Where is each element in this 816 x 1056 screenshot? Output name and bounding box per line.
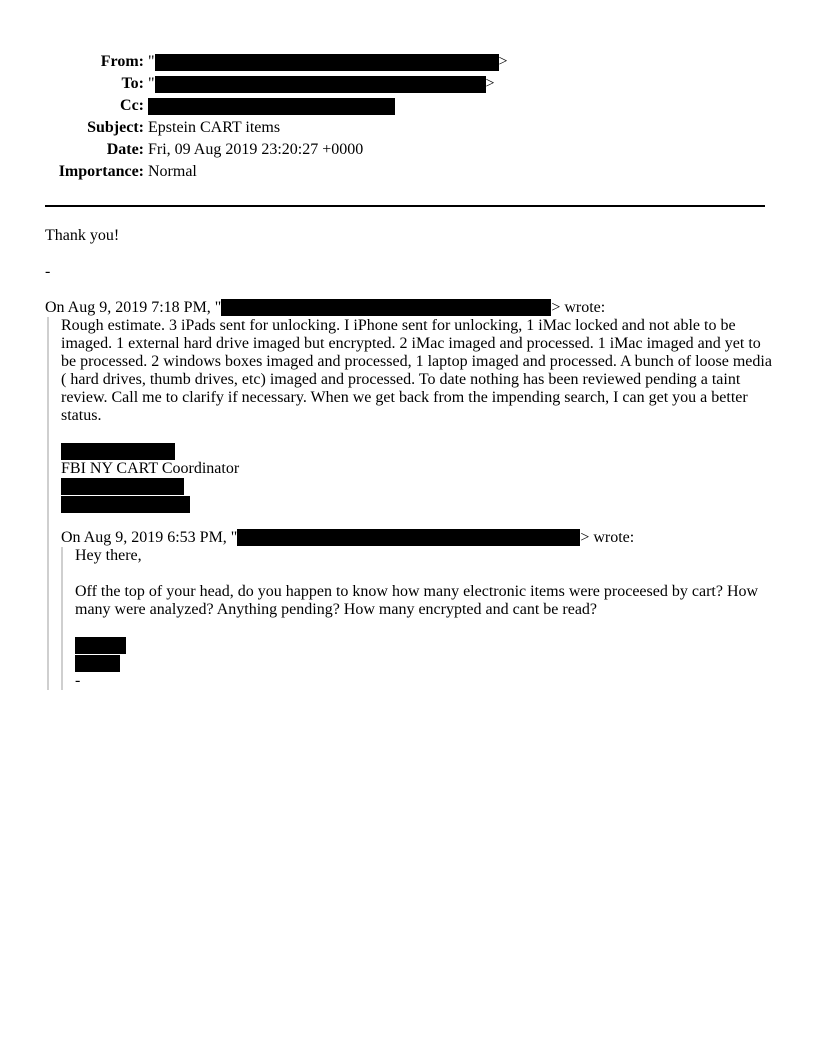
redaction-box: [61, 496, 190, 513]
reply1-intro-suffix: > wrote:: [551, 299, 606, 316]
subject-row: [0, 119, 816, 141]
reply2-dash: -: [75, 672, 81, 689]
redaction-box: [237, 529, 580, 546]
from-bracket: >: [498, 53, 508, 70]
reply2-intro-prefix: On Aug 9, 2019 6:53 PM, ": [61, 529, 238, 546]
cc-label: Cc:: [120, 97, 144, 114]
reply2-greeting: Hey there,: [75, 547, 142, 564]
date-row: [0, 141, 816, 163]
header-divider: [45, 205, 765, 207]
redaction-box: [75, 637, 126, 654]
reply2-text: Off the top of your head, do you happen to know how many electronic items were proceesed by cart? How many were analyzed? Anything pending? How many encrypted and cant be read?: [75, 583, 759, 618]
redaction-box: [61, 478, 184, 495]
greeting-text: Thank you!: [45, 227, 120, 244]
from-quote: ": [148, 53, 155, 70]
redaction-box: [61, 443, 175, 460]
importance-value: Normal: [148, 163, 197, 180]
reply1-text: Rough estimate. 3 iPads sent for unlocking. I iPhone sent for unlocking, 1 iMac locked and not able to be imaged. 1 external hard drive imaged but encrypted. 2 iMac imaged and processed. 1 iMac imaged and yet to be processed. 2 windows boxes imaged and processed, 1 laptop imaged and processed. A bunch of loose media ( hard drives, thumb drives, etc) imaged and processed. To date nothing has been reviewed pending a taint review. Call me to clarify if necessary. When we get back from the impending search, I can get you a better status.: [61, 317, 772, 424]
redaction-box: [148, 98, 395, 115]
reply2-intro: [61, 529, 775, 547]
redaction-box: [75, 655, 120, 672]
reply1-intro: [45, 299, 775, 317]
subject-label: Subject:: [87, 119, 144, 136]
importance-row: [0, 163, 816, 185]
importance-label: Importance:: [58, 163, 144, 180]
email-header: [0, 53, 816, 185]
subject-value: Epstein CART items: [148, 119, 281, 136]
from-row: [0, 53, 816, 75]
date-label: Date:: [106, 141, 144, 158]
quoted-reply-1: [47, 317, 775, 690]
dash-separator: -: [45, 263, 51, 280]
cc-row: [0, 97, 816, 119]
signature-title: FBI NY CART Coordinator: [61, 460, 240, 477]
reply2-intro-suffix: > wrote:: [580, 529, 635, 546]
reply1-intro-prefix: On Aug 9, 2019 7:18 PM, ": [45, 299, 222, 316]
quoted-reply-2: [61, 547, 775, 690]
from-label: From:: [100, 53, 144, 70]
redaction-box: [155, 54, 499, 71]
redaction-box: [155, 76, 486, 93]
redaction-box: [221, 299, 551, 316]
date-value: Fri, 09 Aug 2019 23:20:27 +0000: [148, 141, 364, 158]
to-label: To:: [121, 75, 144, 92]
email-body: [45, 227, 775, 690]
to-quote: ": [148, 75, 155, 92]
to-row: [0, 75, 816, 97]
to-bracket: >: [485, 75, 495, 92]
